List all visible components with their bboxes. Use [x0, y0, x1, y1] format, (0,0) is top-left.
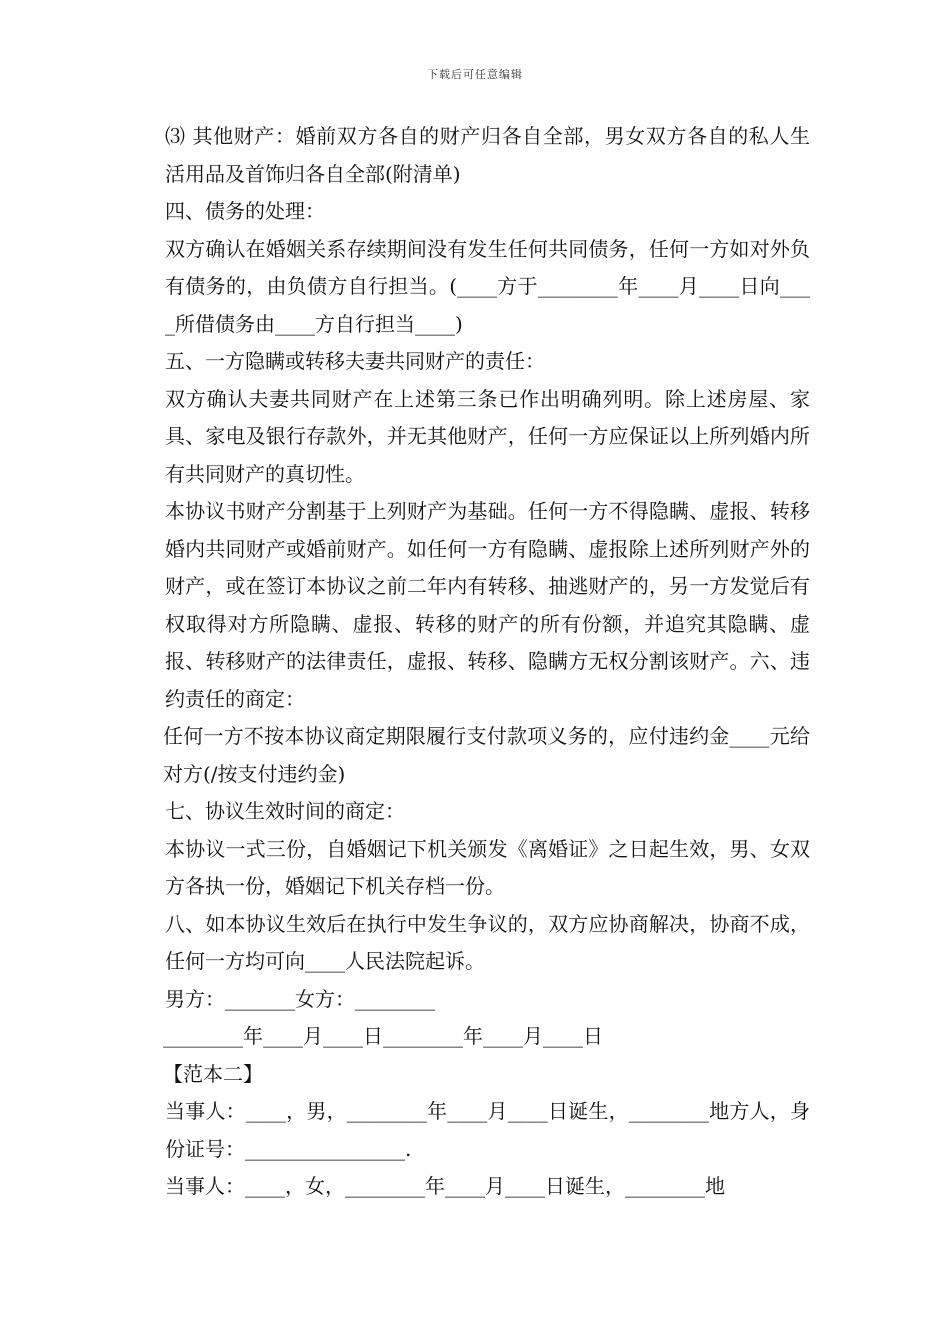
section-title-template-two: 【范本二】 — [163, 1061, 263, 1086]
paragraph-party-male: 当事人：____，男，________年____月____日诞生，________地方人，身份证号：________________. — [165, 1099, 810, 1161]
paragraph-breach-penalty: 任何一方不按本协议商定期限履行支付款项义务的，应付违约金____元给对方(/按支付违约金) — [163, 724, 810, 786]
paragraph-other-property: ⑶ 其他财产：婚前双方各自的财产归各自全部，男女双方各自的私人生活用品及首饰归各自全部(附清单) — [165, 124, 810, 186]
paragraph-copies: 本协议一式三份，自婚姻记下机关颁发《离婚证》之日起生效，男、女双方各执一份，婚姻记下机关存档一份。 — [165, 836, 810, 898]
signature-line: 男方：_______女方：________ — [165, 986, 435, 1011]
paragraph-debt-confirmation: 双方确认在婚姻关系存续期间没有发生任何共同债务，任何一方如对外负有债务的，由负债方自行担当。(____方于________年____月____日向____所借债务由____方自行担当____) — [165, 236, 810, 336]
heading-debt-handling: 四、债务的处理： — [165, 199, 325, 223]
heading-concealment-liability: 五、一方隐瞒或转移夫妻共同财产的责任： — [165, 349, 545, 373]
paragraph-property-division-basis: 本协议书财产分割基于上列财产为基础。任何一方不得隐瞒、虚报、转移婚内共同财产或婚前财产。如任何一方有隐瞒、虚报除上述所列财产外的财产，或在签订本协议之前二年内有转移、抽逃财产的，另一方发觉后有权取得对方所隐瞒、虚报、转移的财产的所有份额，并追究其隐瞒、虚报、转移财产的法律责任，虚报、转移、隐瞒方无权分割该财产。六、违约责任的商定： — [165, 499, 810, 711]
heading-effective-time: 七、协议生效时间的商定： — [165, 799, 405, 823]
document-body — [145, 118, 810, 1206]
paragraph-dispute-resolution: 八、如本协议生效后在执行中发生争议的，双方应协商解决，协商不成，任何一方均可向____人民法院起诉。 — [165, 911, 810, 973]
paragraph-party-female: 当事人：____，女，________年____月____日诞生，________地 — [165, 1174, 725, 1198]
paragraph-joint-property-confirmation: 双方确认夫妻共同财产在上述第三条已作出明确列明。除上述房屋、家具、家电及银行存款外，并无其他财产，任何一方应保证以上所列婚内所有共同财产的真切性。 — [165, 386, 810, 486]
signature-date-line: ________年____月____日________年____月____日 — [163, 1024, 603, 1048]
page-header: 下载后可任意编辑 — [427, 68, 523, 81]
